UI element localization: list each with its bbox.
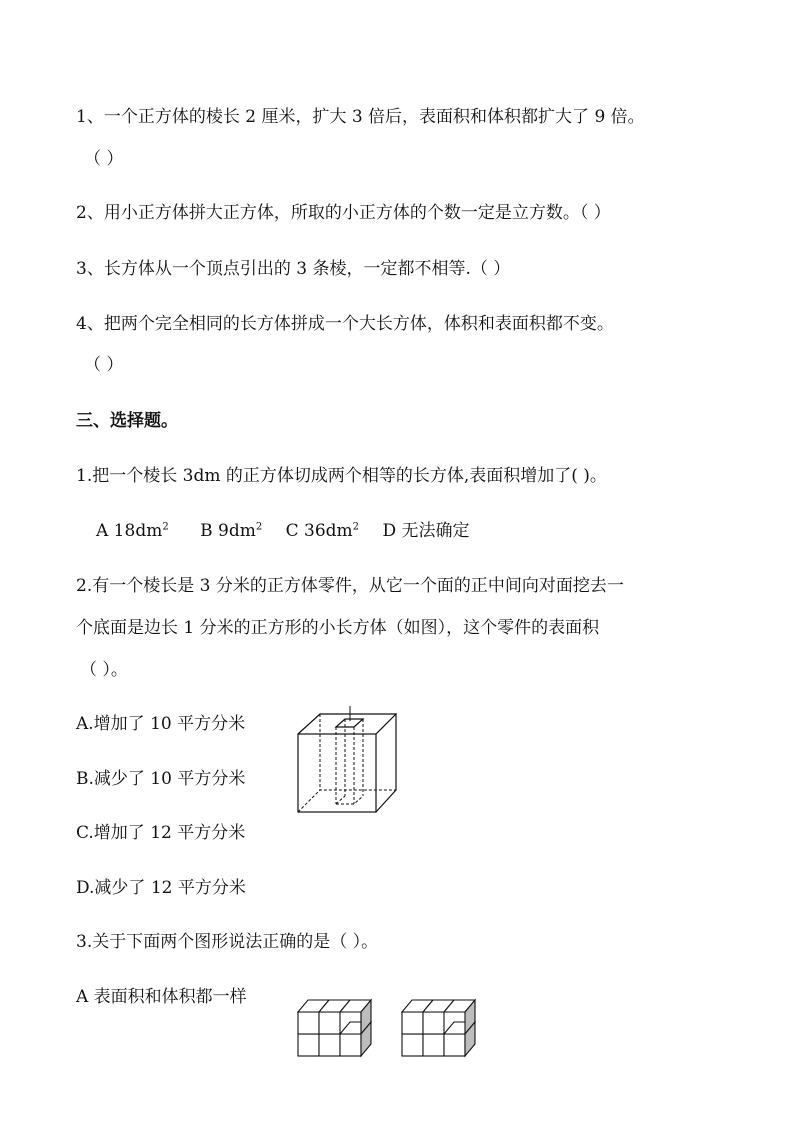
judgement-q4-answer-blank[interactable]: （ ） (84, 355, 124, 375)
judgement-q1: 1、一个正方体的棱长 2 厘米，扩大 3 倍后，表面积和体积都扩大了 9 倍。 (76, 107, 645, 127)
choice-q2-line1: 2.有一个棱长是 3 分米的正方体零件，从它一个面的正中间向对面挖去一 (76, 576, 624, 596)
choice-q3-option-a[interactable]: A 表面积和体积都一样 (76, 987, 247, 1007)
hollow-cube-figure (290, 704, 402, 816)
choice-q3: 3.关于下面两个图形说法正确的是（ ）。 (76, 932, 379, 952)
choice-q1-option-b[interactable]: B $9dm^2$ (200, 521, 263, 541)
choice-q2-line3: （ ）。 (80, 660, 128, 680)
choice-q1-option-a[interactable]: A $18dm^2$ (96, 521, 169, 541)
cube-stack-figure-2 (400, 994, 490, 1060)
choice-q2-option-c[interactable]: C.增加了 12 平方分米 (76, 823, 246, 843)
judgement-q3: 3、长方体从一个顶点引出的 3 条棱，一定都不相等.（ ） (76, 259, 511, 279)
cube-stack-figure-1 (296, 994, 386, 1060)
choice-q1-option-c[interactable]: C $36dm^2$ (285, 521, 360, 541)
choice-q2-option-b[interactable]: B.减少了 10 平方分米 (76, 769, 246, 789)
judgement-q4: 4、把两个完全相同的长方体拼成一个大长方体，体积和表面积都不变。 (76, 314, 614, 334)
section-heading-choice: 三、选择题。 (76, 411, 178, 431)
choice-q1-option-d[interactable]: D 无法确定 (382, 521, 470, 541)
judgement-q1-answer-blank[interactable]: （ ） (84, 149, 124, 169)
choice-q2-option-d[interactable]: D.减少了 12 平方分米 (76, 878, 246, 898)
choice-q1-options (96, 520, 495, 542)
choice-q2-line2: 个底面是边长 1 分米的正方形的小长方体（如图），这个零件的表面积 (76, 618, 600, 638)
judgement-q2: 2、用小正方体拼大正方体，所取的小正方体的个数一定是立方数。（ ） (76, 203, 611, 223)
choice-q1: 1.把一个棱长 3dm 的正方体切成两个相等的长方体,表面积增加了( )。 (76, 466, 607, 486)
choice-q2-option-a[interactable]: A.增加了 10 平方分米 (76, 714, 246, 734)
